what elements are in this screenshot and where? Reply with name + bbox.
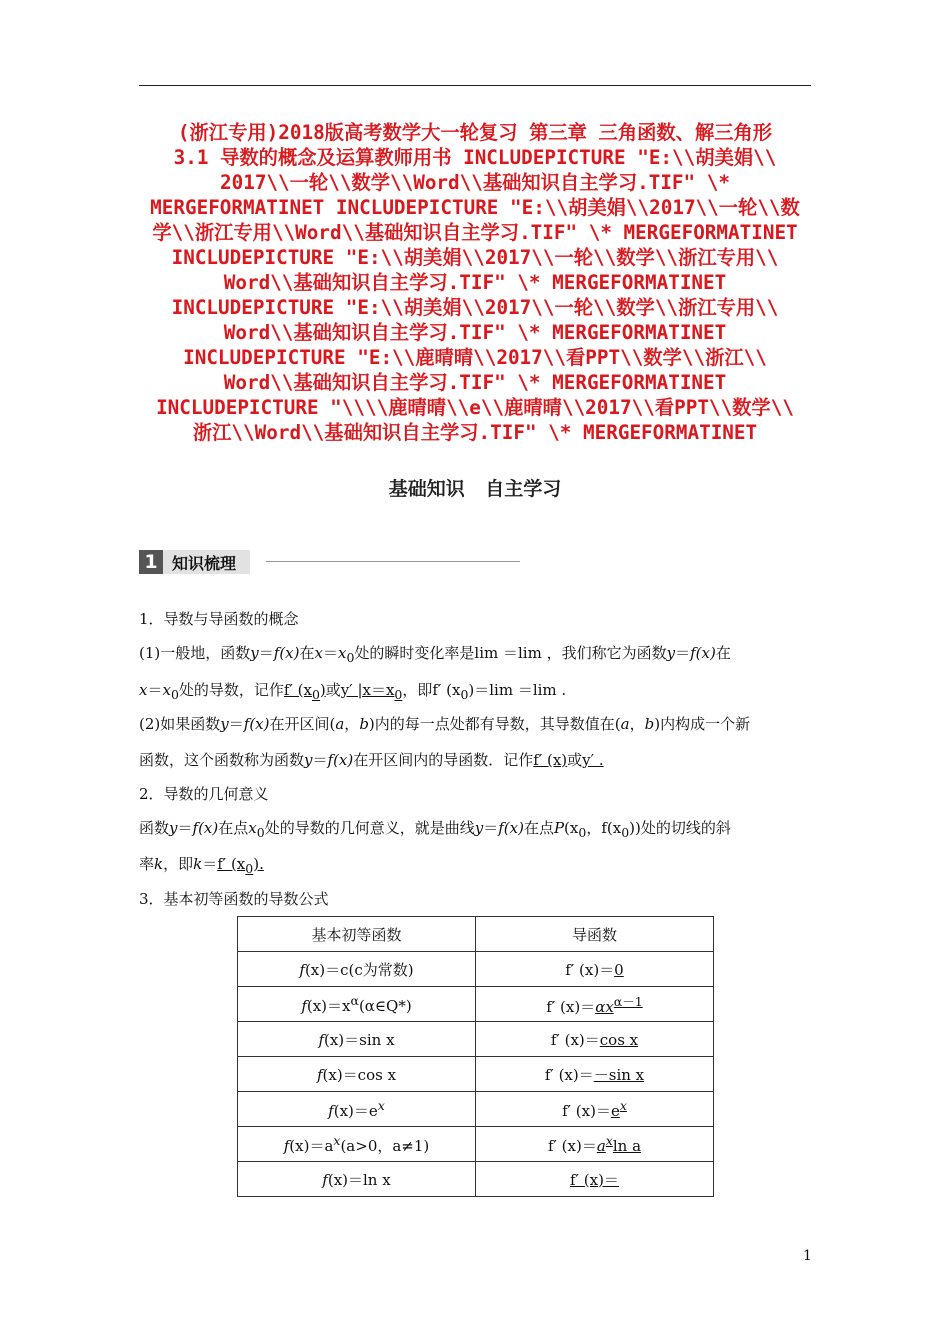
- document-title: [139, 120, 811, 445]
- table-row: [238, 987, 714, 1022]
- title-line: 学\\浙江专用\\Word\\基础知识自主学习.TIF" \* MERGEFORMATINET: [152, 221, 798, 244]
- title-line: Word\\基础知识自主学习.TIF" \* MERGEFORMATINET: [223, 271, 727, 294]
- title-line: INCLUDEPICTURE "E:\\胡美娟\\2017\\一轮\\数学\\浙江专用\\: [171, 246, 779, 269]
- table-cell-function: f(x)＝ln x: [238, 1162, 476, 1197]
- section-tag-label: 知识梳理: [163, 550, 250, 574]
- page-number: 1: [803, 1248, 812, 1264]
- section-tag-number: 1: [139, 550, 163, 574]
- table-cell-derivative: f′ (x)＝0: [476, 952, 714, 987]
- paragraph-4: 函数，这个函数称为函数y＝f(x)在开区间内的导函数．记作f′ (x)或y′ .: [139, 751, 604, 769]
- derivative-table: [237, 916, 714, 1197]
- table-cell-function: f(x)＝sin x: [238, 1022, 476, 1057]
- table-row: [238, 1057, 714, 1092]
- table-row: [238, 952, 714, 987]
- section-tag: [139, 550, 250, 574]
- title-line: 2017\\一轮\\数学\\Word\\基础知识自主学习.TIF" \*: [220, 171, 730, 194]
- table-row: [238, 1022, 714, 1057]
- table-cell-function: $f(x)=a^x(a>0$，a≠1): [238, 1127, 476, 1162]
- section-title: 基础知识 自主学习: [388, 478, 562, 500]
- table-cell-function: $f(x)=x^\alpha(\alpha\in Q*)$: [238, 987, 476, 1022]
- table-header-cell: 导函数: [476, 917, 714, 952]
- paragraph-6: 率k，即k＝f′ $(x_0)$.: [139, 855, 264, 876]
- title-line: Word\\基础知识自主学习.TIF" \* MERGEFORMATINET: [223, 371, 727, 394]
- table-row: [238, 1162, 714, 1197]
- title-line: INCLUDEPICTURE "E:\\鹿晴晴\\2017\\看PPT\\数学\\浙江\\: [183, 346, 767, 369]
- table-cell-derivative: f′ (x)＝: [476, 1162, 714, 1197]
- table-cell-function: f(x)＝c(c为常数): [238, 952, 476, 987]
- table-row: [238, 1127, 714, 1162]
- heading-3: 3．基本初等函数的导数公式: [139, 890, 329, 908]
- title-line: 浙江\\Word\\基础知识自主学习.TIF" \* MERGEFORMATINET: [192, 421, 758, 444]
- table-cell-derivative: f′ $(x)=a^x\ln$ a: [476, 1127, 714, 1162]
- table-header-row: [238, 917, 714, 952]
- title-line: MERGEFORMATINET INCLUDEPICTURE "E:\\胡美娟\\2017\\一轮\\数: [150, 196, 800, 219]
- table-cell-derivative: f′ $(x)=e^x$: [476, 1092, 714, 1127]
- table-cell-derivative: f′ (x)＝cos x: [476, 1022, 714, 1057]
- table-cell-derivative: f′ (x)＝－sin x: [476, 1057, 714, 1092]
- table-cell-function: f(x)＝cos x: [238, 1057, 476, 1092]
- section-tag-rule: [266, 561, 520, 562]
- title-line: (浙江专用)2018版高考数学大一轮复习 第三章 三角函数、解三角形: [177, 121, 773, 144]
- paragraph-5: 函数y＝f(x)在点$x_0$处的导数的几何意义，就是曲线y＝f(x)在点$P(x_0$，$f(x_0)$)处的切线的斜: [139, 819, 731, 840]
- paragraph-2: $x=x_0$处的导数，记作f′ $(x_0)$或y′ $|x=x_0$，即f′ $(x_0)=\lim =\lim$ .: [139, 681, 567, 702]
- title-line: INCLUDEPICTURE "E:\\胡美娟\\2017\\一轮\\数学\\浙江专用\\: [171, 296, 779, 319]
- title-line: 3.1 导数的概念及运算教师用书 INCLUDEPICTURE "E:\\胡美娟\\: [173, 146, 777, 169]
- title-line: Word\\基础知识自主学习.TIF" \* MERGEFORMATINET: [223, 321, 727, 344]
- header-rule: [139, 85, 811, 86]
- paragraph-3: (2)如果函数y＝f(x)在开区间(a，b)内的每一点处都有导数，其导数值在(a，b)内构成一个新: [139, 715, 751, 733]
- heading-2: 2．导数的几何意义: [139, 785, 269, 803]
- table-cell-derivative: f′ $(x)=\alpha x^{\alpha-1}$: [476, 987, 714, 1022]
- paragraph-1: (1)一般地，函数y＝f(x)在$x=x_0$处的瞬时变化率是lim ＝lim ，我们称它为函数y＝f(x)在: [139, 644, 731, 665]
- title-line: INCLUDEPICTURE "\\\\鹿晴晴\\e\\鹿晴晴\\2017\\看PPT\\数学\\: [156, 396, 794, 419]
- table-header-cell: 基本初等函数: [238, 917, 476, 952]
- heading-1: 1．导数与导函数的概念: [139, 610, 299, 628]
- table-row: [238, 1092, 714, 1127]
- table-cell-function: $f(x)=e^x$: [238, 1092, 476, 1127]
